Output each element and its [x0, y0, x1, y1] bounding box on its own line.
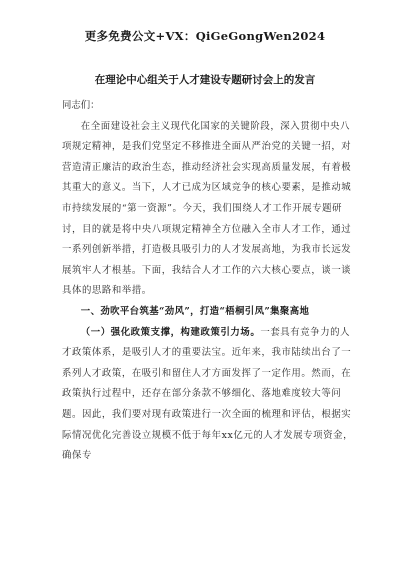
- document-title: 在理论中心组关于人才建设专题研讨会上的发言: [94, 74, 316, 86]
- subsection-paragraph: [62, 323, 358, 467]
- subsection-text: 一套具有竞争力的人才政策体系，是吸引人才的重要法宝。近年来，我市陆续出台了一系列人才政策，在吸引和留住人才方面发挥了一定作用。然而，在政策执行过程中，还存在部分条款不够细化、落地难度较大等问题。因此，我们要对现有政策进行一次全面的梳理和评估，根据实际情况优化完善设立规模不低于每年xx亿元的人才发展专项资金，确保专: [62, 326, 354, 462]
- subsection-lead: （一）强化政策支撑，构建政策引力场。: [80, 326, 261, 338]
- section-heading: 一、劲吹平台筑基“劲风”，打造“梧桐引凤”集聚高地: [80, 305, 310, 317]
- document-body: [62, 96, 358, 467]
- salutation: 同志们：: [62, 100, 100, 111]
- promo-banner: 更多免费公文+VX：QiGeGongWen2024: [84, 29, 326, 43]
- intro-paragraph: 在全面建设社会主义现代化国家的关键阶段，深入贯彻中央八项规定精神，是我们党坚定不移推进全面从严治党的关键一招，对营造清正廉洁的政治生态，推动经济社会实现高质量发展，有着极其重大的意义。当下，人才已成为区域竞争的核心要素，是推动城市持续发展的“第一资源”。今天，我们围绕人才工作开展专题研讨，目的就是将中央八项规定精神全方位融入全市人才工作，通过一系列创新举措，打造极具吸引力的人才发展高地，为我市长远发展筑牢人才根基。下面，我结合人才工作的六大核心要点，谈一谈具体的思路和举措。: [62, 120, 352, 297]
